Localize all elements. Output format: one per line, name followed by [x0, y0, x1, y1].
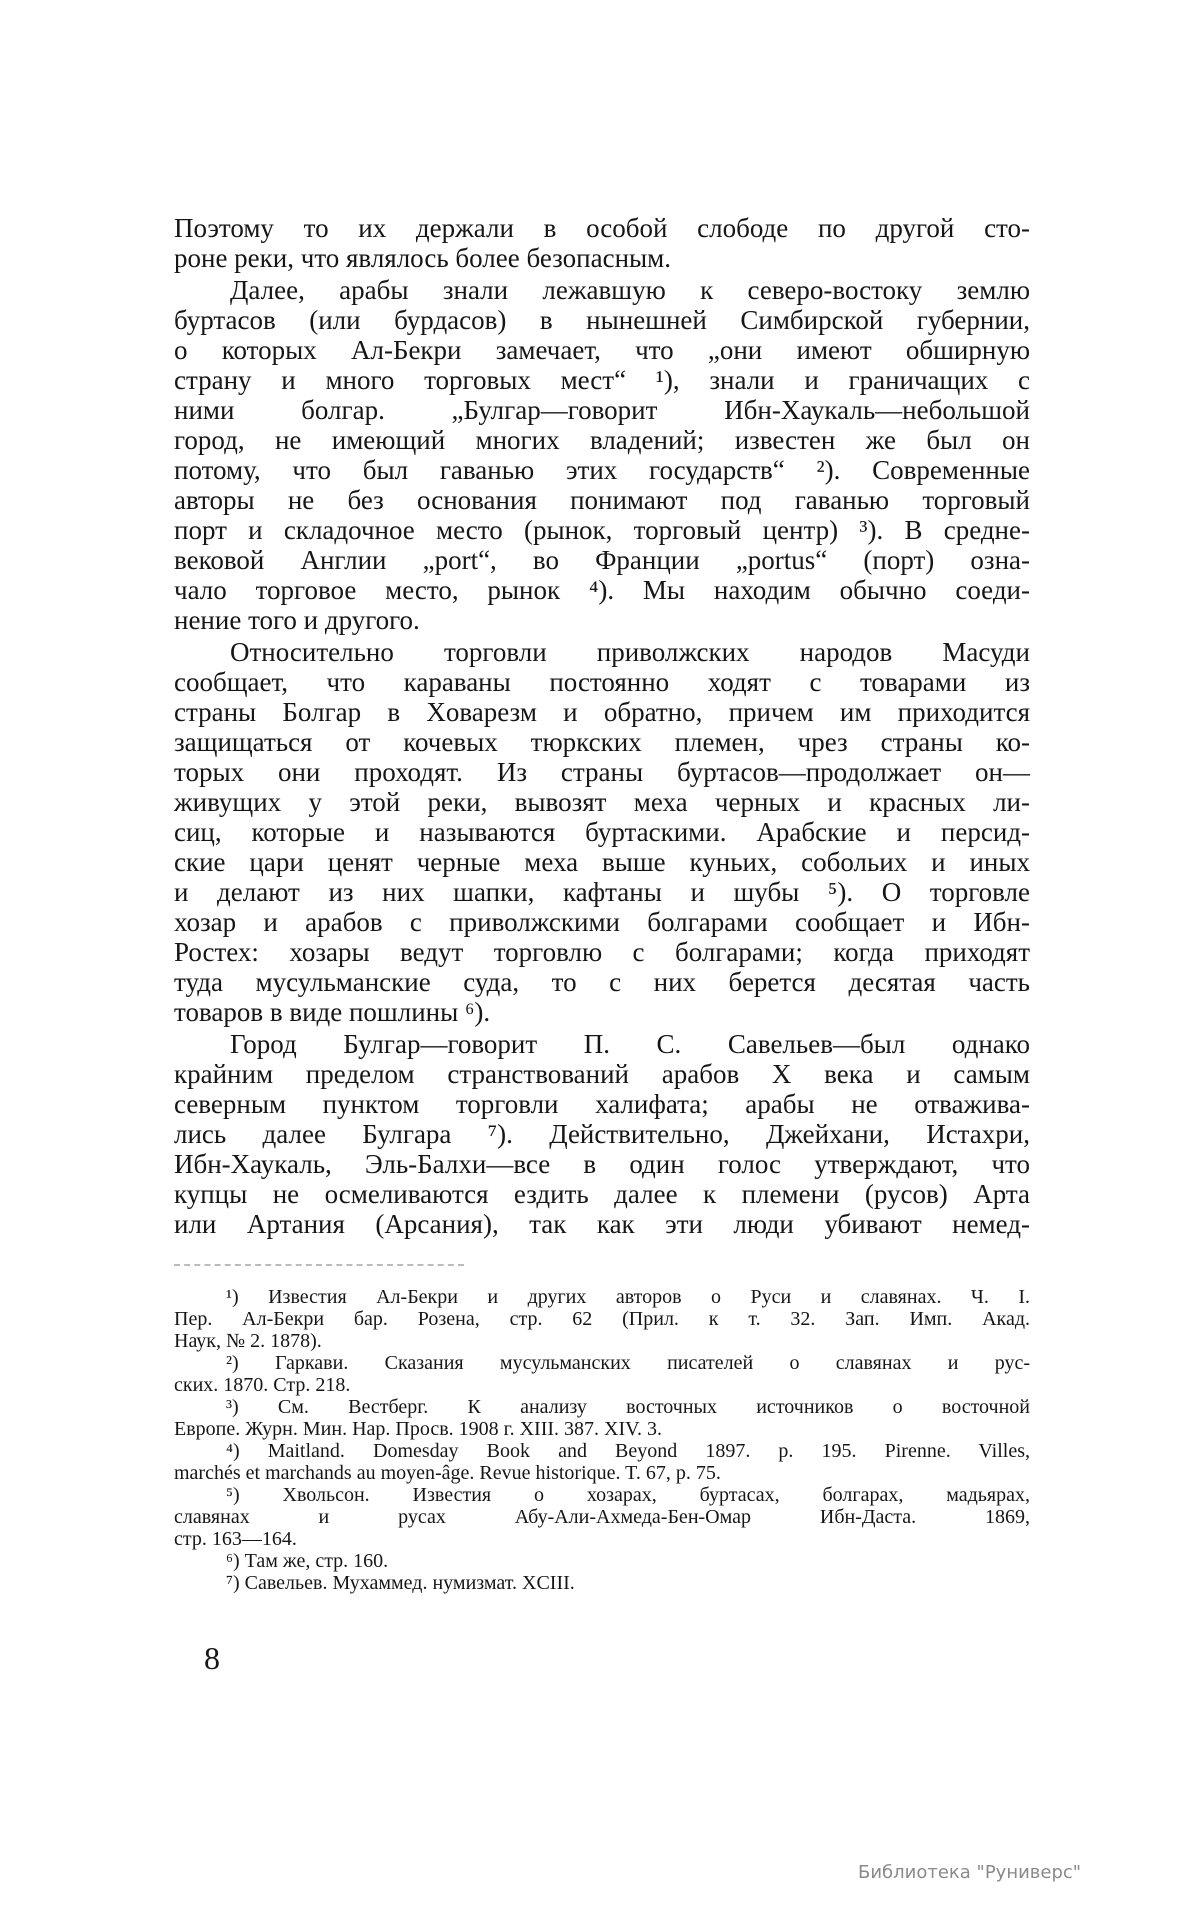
text-line: чало торговое место, рынок ⁴). Мы находим обычно соеди- [174, 575, 1030, 605]
text-line: сиц, которые и называются буртаскими. Арабские и персид- [174, 817, 1030, 847]
text-line: Далее, арабы знали лежавшую к северо-востоку землю [230, 275, 1030, 305]
text-line: Ростех: хозары ведут торговлю с болгарами; когда приходят [174, 937, 1030, 967]
text-line: хозар и арабов с приволжскими болгарами сообщает и Ибн- [174, 907, 1030, 937]
text-line: порт и складочное место (рынок, торговый центр) ³). В средне- [174, 515, 1030, 545]
text-line: купцы не осмеливаются ездить далее к племени (русов) Арта [174, 1179, 1030, 1209]
body-text [174, 213, 1030, 1241]
footnote-separator [174, 1264, 464, 1266]
text-line: торых они проходят. Из страны буртасов—продолжает он— [174, 757, 1030, 787]
text-line: потому, что был гаванью этих государств“ ²). Современные [174, 455, 1030, 485]
text-line: северным пунктом торговли халифата; арабы не отважива- [174, 1089, 1030, 1119]
text-line: ⁷) Савельев. Мухаммед. нумизмат. XCIII. [226, 1572, 575, 1594]
footnote [174, 1352, 1030, 1396]
paragraph [174, 1029, 1030, 1239]
text-line: Пер. Ал-Бекри бар. Розена, стр. 62 (Прил. к т. 32. Зап. Имп. Акад. [174, 1308, 1030, 1330]
text-line: ⁵) Хвольсон. Известия о хозарах, буртасах, болгарах, мадьярах, [226, 1484, 1030, 1506]
footnotes [174, 1286, 1030, 1594]
footnote [174, 1550, 1030, 1572]
text-line: ские цари ценят черные меха выше куньих, собольих и иных [174, 847, 1030, 877]
text-line: сообщает, что караваны постоянно ходят с товарами из [174, 667, 1030, 697]
text-line: нение того и другого. [174, 605, 420, 635]
text-line: Город Булгар—говорит П. С. Савельев—был однако [230, 1029, 1030, 1059]
text-line: вековой Англии „port“, во Франции „portus“ (порт) озна- [174, 545, 1030, 575]
footnote [174, 1572, 1030, 1594]
text-line: крайним пределом странствований арабов X века и самым [174, 1059, 1030, 1089]
paragraph [174, 637, 1030, 1027]
footnote [174, 1440, 1030, 1484]
text-line: о которых Ал-Бекри замечает, что „они имеют обширную [174, 335, 1030, 365]
paragraph [174, 275, 1030, 635]
text-line: буртасов (или бурдасов) в нынешней Симбирской губернии, [174, 305, 1030, 335]
page-number: 8 [204, 1640, 220, 1676]
text-line: ⁴) Maitland. Domesday Book and Beyond 1897. p. 195. Pirenne. Villes, [226, 1440, 1030, 1462]
text-line: живущих у этой реки, вывозят меха черных и красных ли- [174, 787, 1030, 817]
text-line: туда мусульманские суда, то с них берется десятая часть [174, 967, 1030, 997]
text-line: авторы не без основания понимают под гаванью торговый [174, 485, 1030, 515]
text-line: стр. 163—164. [174, 1528, 297, 1550]
text-line: роне реки, что являлось более безопасным. [174, 243, 672, 273]
watermark: Библиотека "Руниверс" [858, 1862, 1082, 1883]
text-line: Наук, № 2. 1878). [174, 1330, 322, 1352]
text-line: страны Болгар в Хoварезм и обратно, причем им приходится [174, 697, 1030, 727]
text-line: ними болгар. „Булгар—говорит Ибн-Хаукаль—небольшой [174, 395, 1030, 425]
footnote [174, 1286, 1030, 1352]
text-line: славянах и русах Абу-Али-Ахмеда-Бен-Омар Ибн-Даста. 1869, [174, 1506, 1030, 1528]
text-line: ских. 1870. Стр. 218. [174, 1374, 351, 1396]
text-line: город, не имеющий многих владений; известен же был он [174, 425, 1030, 455]
paragraph [174, 213, 1030, 273]
text-line: и делают из них шапки, кафтаны и шубы ⁵). О торговле [174, 877, 1030, 907]
footnote [174, 1484, 1030, 1550]
text-line: лись далее Булгара ⁷). Действительно, Джейхани, Истахри, [174, 1119, 1030, 1149]
text-line: или Артания (Арсания), так как эти люди убивают немед- [174, 1209, 1030, 1239]
text-line: marchés et marchands au moyen-âge. Revue historique. T. 67, p. 75. [174, 1462, 721, 1484]
footnote [174, 1396, 1030, 1440]
text-line: товаров в виде пошлины ⁶). [174, 997, 491, 1027]
text-line: Ибн-Хаукаль, Эль-Балхи—все в один голос утверждают, что [174, 1149, 1030, 1179]
text-line: страну и много торговых мест“ ¹), знали и граничащих с [174, 365, 1030, 395]
text-line: Европе. Журн. Мин. Нар. Просв. 1908 г. XIII. 387. XIV. 3. [174, 1418, 662, 1440]
text-line: Поэтому то их держали в особой слободе по другой сто- [174, 213, 1030, 243]
text-line: ²) Гаркави. Сказания мусульманских писателей о славянах и рус- [226, 1352, 1030, 1374]
text-line: Относительно торговли приволжских народов Масуди [230, 637, 1030, 667]
text-line: ³) См. Вестберг. К анализу восточных источников о восточной [226, 1396, 1030, 1418]
text-line: защищаться от кочевых тюркских племен, чрез страны ко- [174, 727, 1030, 757]
text-line: ¹) Известия Ал-Бекри и других авторов о Руси и славянах. Ч. I. [226, 1286, 1030, 1308]
text-line: ⁶) Там же, стр. 160. [226, 1550, 389, 1572]
